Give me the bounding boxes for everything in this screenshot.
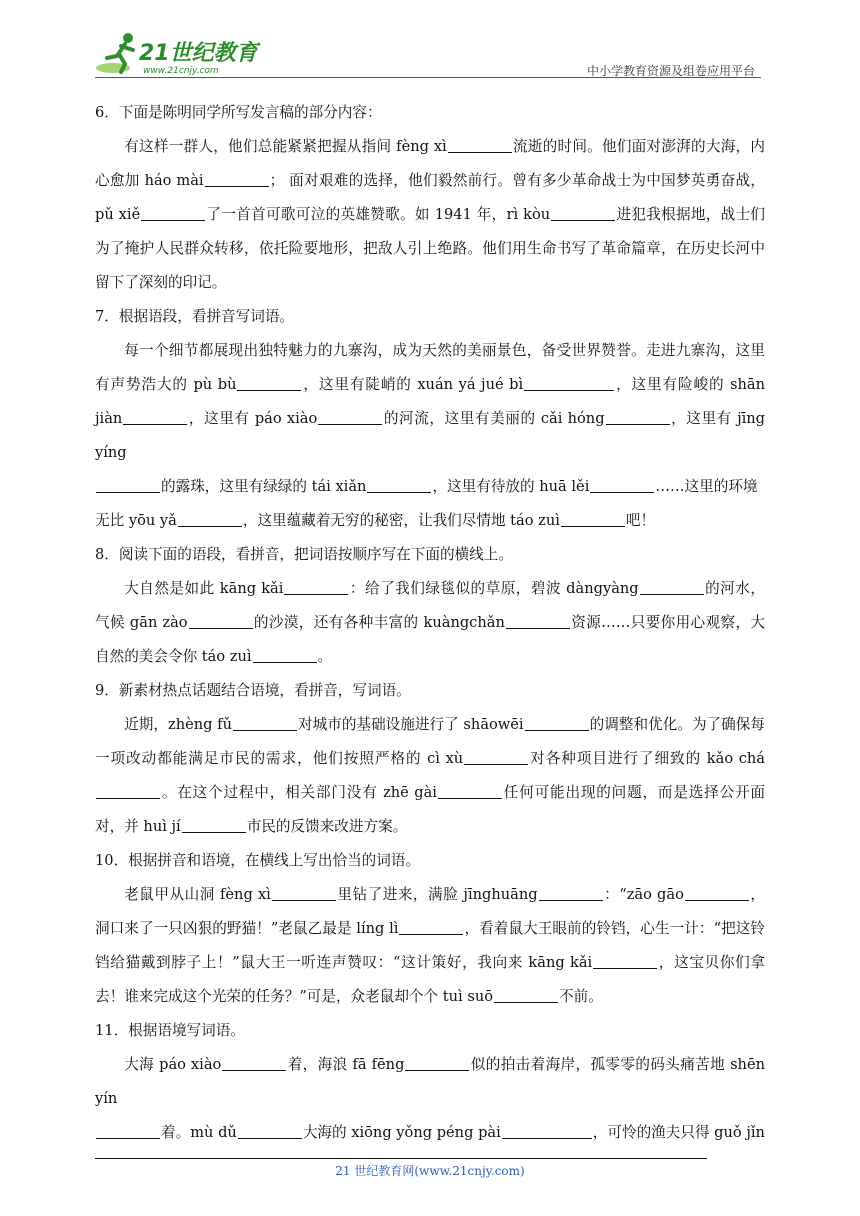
answer-blank[interactable] — [367, 477, 431, 493]
answer-blank[interactable] — [448, 137, 512, 153]
question-7-passage-b: 的露珠，这里有绿绿的 tái xiǎn ，这里有待放的 huā lěi ……这里的环境无比 yōu yǎ ，这里蕴藏着无穷的秘密，让我们尽情地 táo zuì 吧！ — [95, 478, 758, 529]
answer-blank[interactable] — [590, 477, 654, 493]
answer-blank[interactable] — [318, 409, 382, 425]
question-8-passage: 大自然是如此 kāng kǎi ：给了我们绿毯似的草原，碧波 dàngyàng 的河水，气候 gān zào 的沙漠，还有各种丰富的 kuàngchǎn 资源……只要你用心观察，大自然的美会令你 táo zuì 。 — [95, 580, 765, 665]
answer-blank[interactable] — [561, 511, 625, 527]
answer-blank[interactable] — [205, 171, 269, 187]
21cnjy-logo — [95, 28, 265, 76]
answer-blank[interactable] — [141, 205, 205, 221]
answer-blank[interactable] — [502, 1123, 592, 1139]
platform-name: 中小学教育资源及组卷应用平台 — [586, 64, 755, 78]
answer-blank[interactable] — [237, 375, 301, 391]
answer-blank[interactable] — [253, 647, 317, 663]
answer-blank[interactable] — [438, 783, 502, 799]
answer-blank[interactable] — [233, 715, 297, 731]
question-9-passage: 近期，zhèng fǔ 对城市的基础设施进行了 shāowēi 的调整和优化。为了确保每一项改动都能满足市民的需求，他们按照严格的 cì xù 对各种项目进行了细致的 kǎo chá。在这个过程中，相关部门没有 zhē gài 任何可能出现的问题，而是选择公开面对，并 huì jí 市民的反馈来改进方案。 — [95, 716, 766, 835]
answer-blank[interactable] — [525, 715, 589, 731]
answer-blank[interactable] — [593, 953, 657, 969]
answer-blank[interactable] — [96, 477, 160, 493]
answer-blank[interactable] — [96, 1123, 160, 1139]
answer-blank[interactable] — [284, 579, 348, 595]
answer-blank[interactable] — [272, 885, 336, 901]
document-body — [95, 96, 765, 1150]
answer-blank[interactable] — [182, 817, 246, 833]
answer-blank[interactable] — [506, 613, 570, 629]
answer-blank[interactable] — [399, 919, 463, 935]
header-divider — [95, 77, 761, 78]
footer-divider — [95, 1158, 707, 1159]
question-8-title: 8．阅读下面的语段，看拼音，把词语按顺序写在下面的横线上。 — [95, 546, 513, 563]
answer-blank[interactable] — [685, 885, 749, 901]
answer-blank[interactable] — [405, 1055, 469, 1071]
question-7-passage-a: 每一个细节都展现出独特魅力的九寨沟，成为天然的美丽景色，备受世界赞誉。走进九寨沟，这里有声势浩大的 pù bù ，这里有陡峭的 xuán yá jué bì ，这里有险峻的 shān jiàn ，这里有 páo xiào 的河流，这里有美丽的 cǎi hóng ，这里有 jīng yíng — [95, 342, 765, 461]
question-6-title: 6．下面是陈明同学所写发言稿的部分内容： — [95, 104, 382, 121]
answer-blank[interactable] — [464, 749, 528, 765]
answer-blank[interactable] — [178, 511, 242, 527]
answer-blank[interactable] — [494, 987, 558, 1003]
answer-blank[interactable] — [238, 1123, 302, 1139]
footer-text: 21 世纪教育网(www.21cnjy.com) — [335, 1164, 525, 1178]
question-10-title: 10．根据拼音和语境，在横线上写出恰当的词语。 — [95, 852, 421, 869]
answer-blank[interactable] — [524, 375, 614, 391]
answer-blank[interactable] — [551, 205, 615, 221]
answer-blank[interactable] — [640, 579, 704, 595]
page-header — [95, 28, 763, 78]
question-11-passage-b: 着。mù dǔ 大海的 xiōng yǒng péng pài ，可怜的渔夫只得 guǒ jǐn — [95, 1116, 765, 1150]
answer-blank[interactable] — [96, 783, 160, 799]
answer-blank[interactable] — [189, 613, 253, 629]
answer-blank[interactable] — [606, 409, 670, 425]
answer-blank[interactable] — [222, 1055, 286, 1071]
question-9-title: 9．新素材热点话题结合语境，看拼音，写词语。 — [95, 682, 411, 699]
question-11-passage-a: 大海 páo xiào 着，海浪 fā fēng 似的拍击着海岸，孤零零的码头痛苦地 shēn yín — [95, 1056, 765, 1107]
question-6-passage: 有这样一群人，他们总能紧紧把握从指间 fèng xì 流逝的时间。他们面对澎湃的大海，内心愈加 háo mài ； 面对艰难的选择，他们毅然前行。曾有多少革命战士为中国梦英勇奋战，pǔ xiě 了一首首可歌可泣的英雄赞歌。如 1941 年，rì kòu 进犯我根据地，战士们为了掩护人民群众转移，依托险要地形，把敌人引上绝路。他们用生命书写了革命篇章，在历史长河中留下了深刻的印记。 — [95, 138, 765, 291]
question-11-title: 11．根据语境写词语。 — [95, 1022, 245, 1039]
answer-blank[interactable] — [539, 885, 603, 901]
question-10-passage: 老鼠甲从山洞 fèng xì 里钻了进来，满脸 jīnghuāng ：“zāo gāo ，洞口来了一只凶狠的野猫！”老鼠乙最是 líng lì ，看着鼠大王眼前的铃铛，心生一计：“把这铃铛给猫戴到脖子上！”鼠大王一听连声赞叹：“这计策好，我向来 kāng kǎi ，这宝贝你们拿去！谁来完成这个光荣的任务？”可是，众老鼠却个个 tuì suō 不前。 — [95, 886, 765, 1005]
answer-blank[interactable] — [123, 409, 187, 425]
logo-url-text: www.21cnjy.com — [143, 66, 219, 76]
logo-main-text: 21世纪教育 — [139, 41, 258, 66]
question-7-title: 7．根据语段，看拼音写词语。 — [95, 308, 295, 325]
